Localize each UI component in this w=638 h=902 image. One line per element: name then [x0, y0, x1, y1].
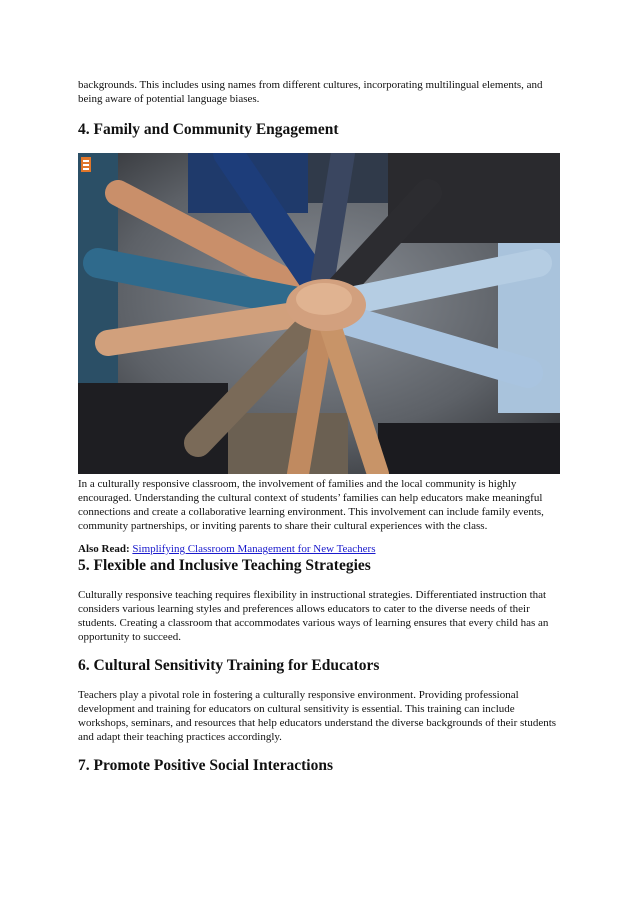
flexible-strategies-paragraph: Culturally responsive teaching requires flexibility in instructional strategies. Differentiated instruction that considers various learning styles and preferences allows educators to cater to the diverse needs of their students. Creating a classroom that accommodates various ways of learning ensures that every child has an opportunity to succeed.: [78, 589, 549, 643]
hands-stacked-photo: [78, 153, 560, 474]
heading-social-interactions: 7. Promote Positive Social Interactions: [78, 757, 333, 774]
heading-family-community: 4. Family and Community Engagement: [78, 121, 339, 138]
also-read-line: [78, 542, 562, 556]
also-read-label: Also Read:: [78, 543, 130, 555]
heading-flexible-strategies: 5. Flexible and Inclusive Teaching Strategies: [78, 557, 371, 574]
intro-paragraph: backgrounds. This includes using names from different cultures, incorporating multilingual elements, and being aware of potential language biases.: [78, 79, 543, 105]
heading-cultural-sensitivity: 6. Cultural Sensitivity Training for Educators: [78, 657, 380, 674]
also-read-link[interactable]: Simplifying Classroom Management for New Teachers: [132, 543, 376, 555]
hands-stacked-illustration: [78, 153, 560, 474]
cultural-sensitivity-paragraph: Teachers play a pivotal role in fostering a culturally responsive environment. Providing professional development and training for educators on cultural sensitivity is essential. This training can include workshops, seminars, and resources that help educators understand the diverse backgrounds of their students and adapt their teaching practices accordingly.: [78, 689, 557, 743]
corner-logo-icon: [81, 157, 91, 172]
family-community-paragraph: In a culturally responsive classroom, the involvement of families and the local community is highly encouraged. Understanding the cultural context of students’ families can help educators make meaningful connections and create a collaborative learning environment. This involvement can include family events, community partnerships, or inviting parents to share their cultural experiences with the class.: [78, 478, 544, 532]
